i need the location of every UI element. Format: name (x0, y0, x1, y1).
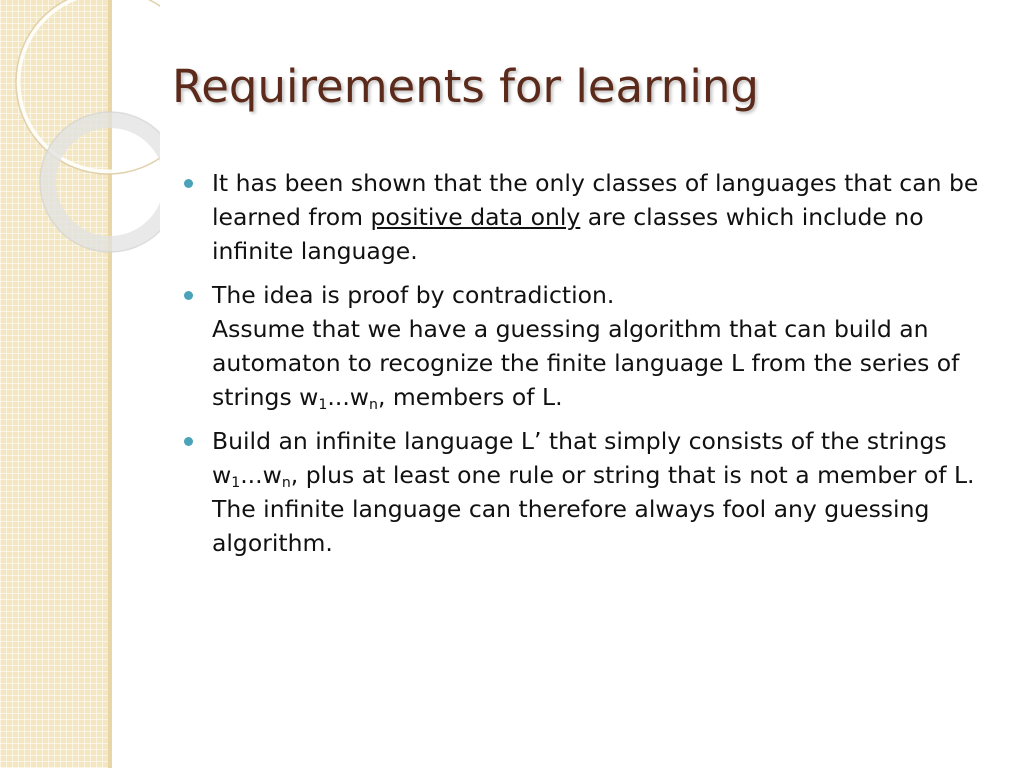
bullet-item-2 (180, 278, 1000, 414)
bullet-dot-icon (184, 291, 193, 300)
bullet-item-3 (180, 424, 1000, 560)
bullet-1-text-a: It has been shown that the only classes of languages that can be learned from (212, 169, 979, 231)
subscript-1: 1 (318, 397, 328, 413)
subscript-n: n (369, 397, 378, 413)
bullet-2-text-b: , members of L. (377, 383, 563, 411)
slide-title: Requirements for learning (172, 60, 759, 113)
ellipsis-w: ...w (240, 461, 282, 489)
bullet-3-text-b: , plus at least one rule or string that is not a member of L. The infinite language can therefore always fool any guessing algorithm. (212, 461, 975, 557)
bullet-list (180, 166, 1000, 570)
bullet-2-line-1: The idea is proof by contradiction. (212, 281, 615, 309)
bullet-1-text-b: are classes which include no infinite language. (212, 203, 924, 265)
bullet-1-underlined-text: positive data only (370, 203, 581, 231)
decorative-rings (0, 0, 160, 260)
subscript-n: n (281, 475, 291, 491)
bullet-2-text-a: Assume that we have a guessing algorithm that can build an automaton to recognize the finite language L from the series of strings w (212, 315, 960, 411)
bullet-3-text-a: Build an infinite language L’ that simply consists of the strings w (212, 427, 947, 489)
bullet-dot-icon (184, 179, 193, 188)
subscript-1: 1 (231, 475, 241, 491)
bullet-item-1 (180, 166, 1000, 268)
bullet-dot-icon (184, 437, 193, 446)
ellipsis-w: ...w (327, 383, 370, 411)
